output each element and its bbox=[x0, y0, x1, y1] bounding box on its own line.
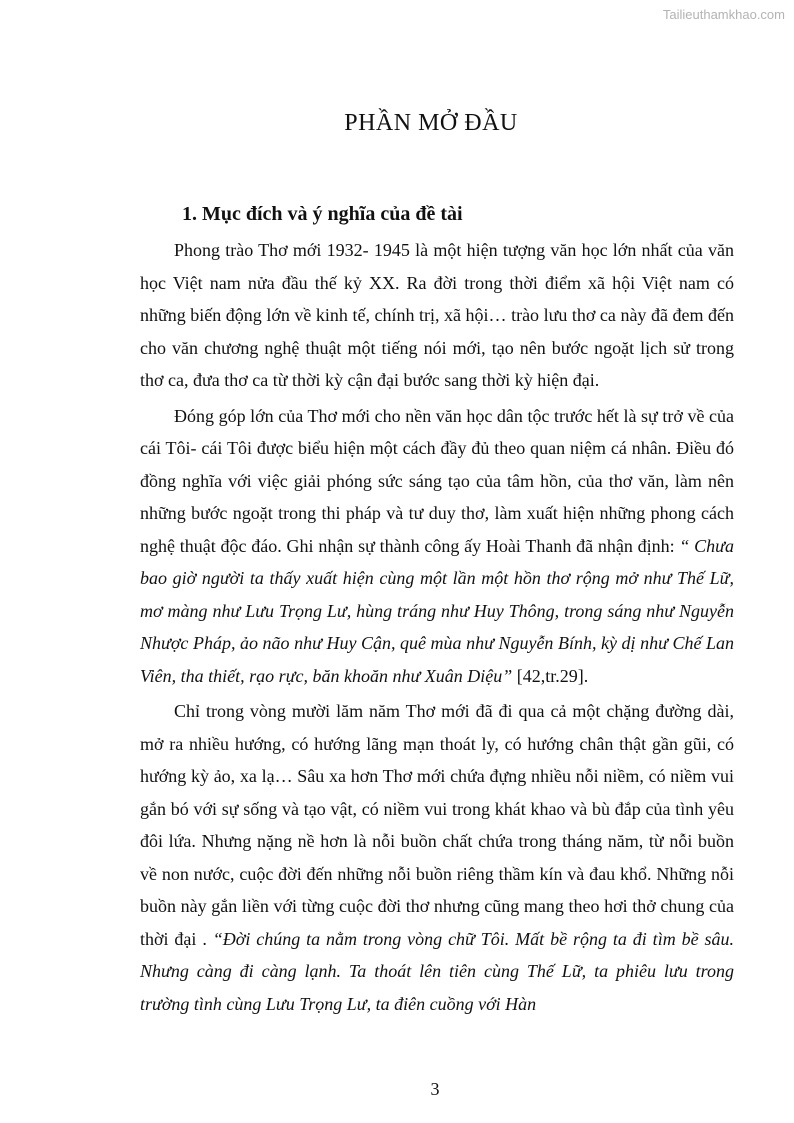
paragraph-3 bbox=[140, 695, 734, 1020]
paragraph-2-text: Đóng góp lớn của Thơ mới cho nền văn học dân tộc trước hết là sự trở về của cái Tôi- cái Tôi được biểu hiện một cách đầy đủ theo quan niệm cá nhân. Điều đó đồng nghĩa với việc giải phóng sức sáng tạo của tâm hồn, của thơ văn, làm nên những bước ngoặt trong thi pháp và tư duy thơ, làm xuất hiện những phong cách nghệ thuật độc đáo. Ghi nhận sự thành công ấy Hoài Thanh đã nhận định: bbox=[140, 405, 734, 556]
section-heading: 1. Mục đích và ý nghĩa của đề tài bbox=[182, 203, 463, 225]
paragraph-1: Phong trào Thơ mới 1932- 1945 là một hiện tượng văn học lớn nhất của văn học Việt nam nửa đầu thế kỷ XX. Ra đời trong thời điểm xã hội Việt nam có những biến động lớn về kinh tế, chính trị, xã hội… trào lưu thơ ca này đã đem đến cho văn chương nghệ thuật một tiếng nói mới, tạo nên bước ngoặt lịch sử trong thơ ca, đưa thơ ca từ thời kỳ cận đại bước sang thời kỳ hiện đại. bbox=[140, 240, 734, 390]
page-title: PHẦN MỞ ĐẦU bbox=[344, 110, 518, 136]
paragraph-2-citation: [42,tr.29]. bbox=[512, 665, 589, 686]
watermark: Tailieuthamkhao.com bbox=[662, 7, 785, 22]
paragraph-3-quote: “Đời chúng ta nằm trong vòng chữ Tôi. Mất bề rộng ta đi tìm bề sâu. Nhưng càng đi càng lạnh. Ta thoát lên tiên cùng Thế Lữ, ta phiêu lưu trong trường tình cùng Lưu Trọng Lư, ta điên cuồng với Hàn bbox=[140, 928, 734, 1014]
paragraph-2-quote: “ Chưa bao giờ người ta thấy xuất hiện cùng một lần một hồn thơ rộng mở như Thế Lữ, mơ màng như Lưu Trọng Lư, hùng tráng như Huy Thông, trong sáng như Nguyễn Nhược Pháp, ảo não như Huy Cận, quê mùa như Nguyễn Bính, kỳ dị như Chế Lan Viên, tha thiết, rạo rực, băn khoăn như Xuân Diệu” bbox=[140, 535, 734, 686]
page-number: 3 bbox=[430, 1079, 440, 1099]
document-body bbox=[140, 234, 734, 1020]
paragraph-2 bbox=[140, 400, 734, 693]
paragraph-3-text: Chỉ trong vòng mười lăm năm Thơ mới đã đi qua cả một chặng đường dài, mở ra nhiều hướng, có hướng lãng mạn thoát ly, có hướng chân thật gần gũi, có hướng kỳ ảo, xa lạ… Sâu xa hơn Thơ mới chứa đựng nhiều nỗi niềm, có niềm vui gắn bó với sự sống và tạo vật, có niềm vui trong khát khao và bù đắp của tình yêu đôi lứa. Nhưng nặng nề hơn là nỗi buồn chất chứa trong tháng năm, từ nỗi buồn về non nước, cuộc đời đến những nỗi buồn riêng thầm kín và đau khổ. Những nỗi buồn này gắn liền với từng cuộc đời thơ nhưng cũng mang theo hơi thở chung của thời đại . bbox=[140, 701, 734, 949]
